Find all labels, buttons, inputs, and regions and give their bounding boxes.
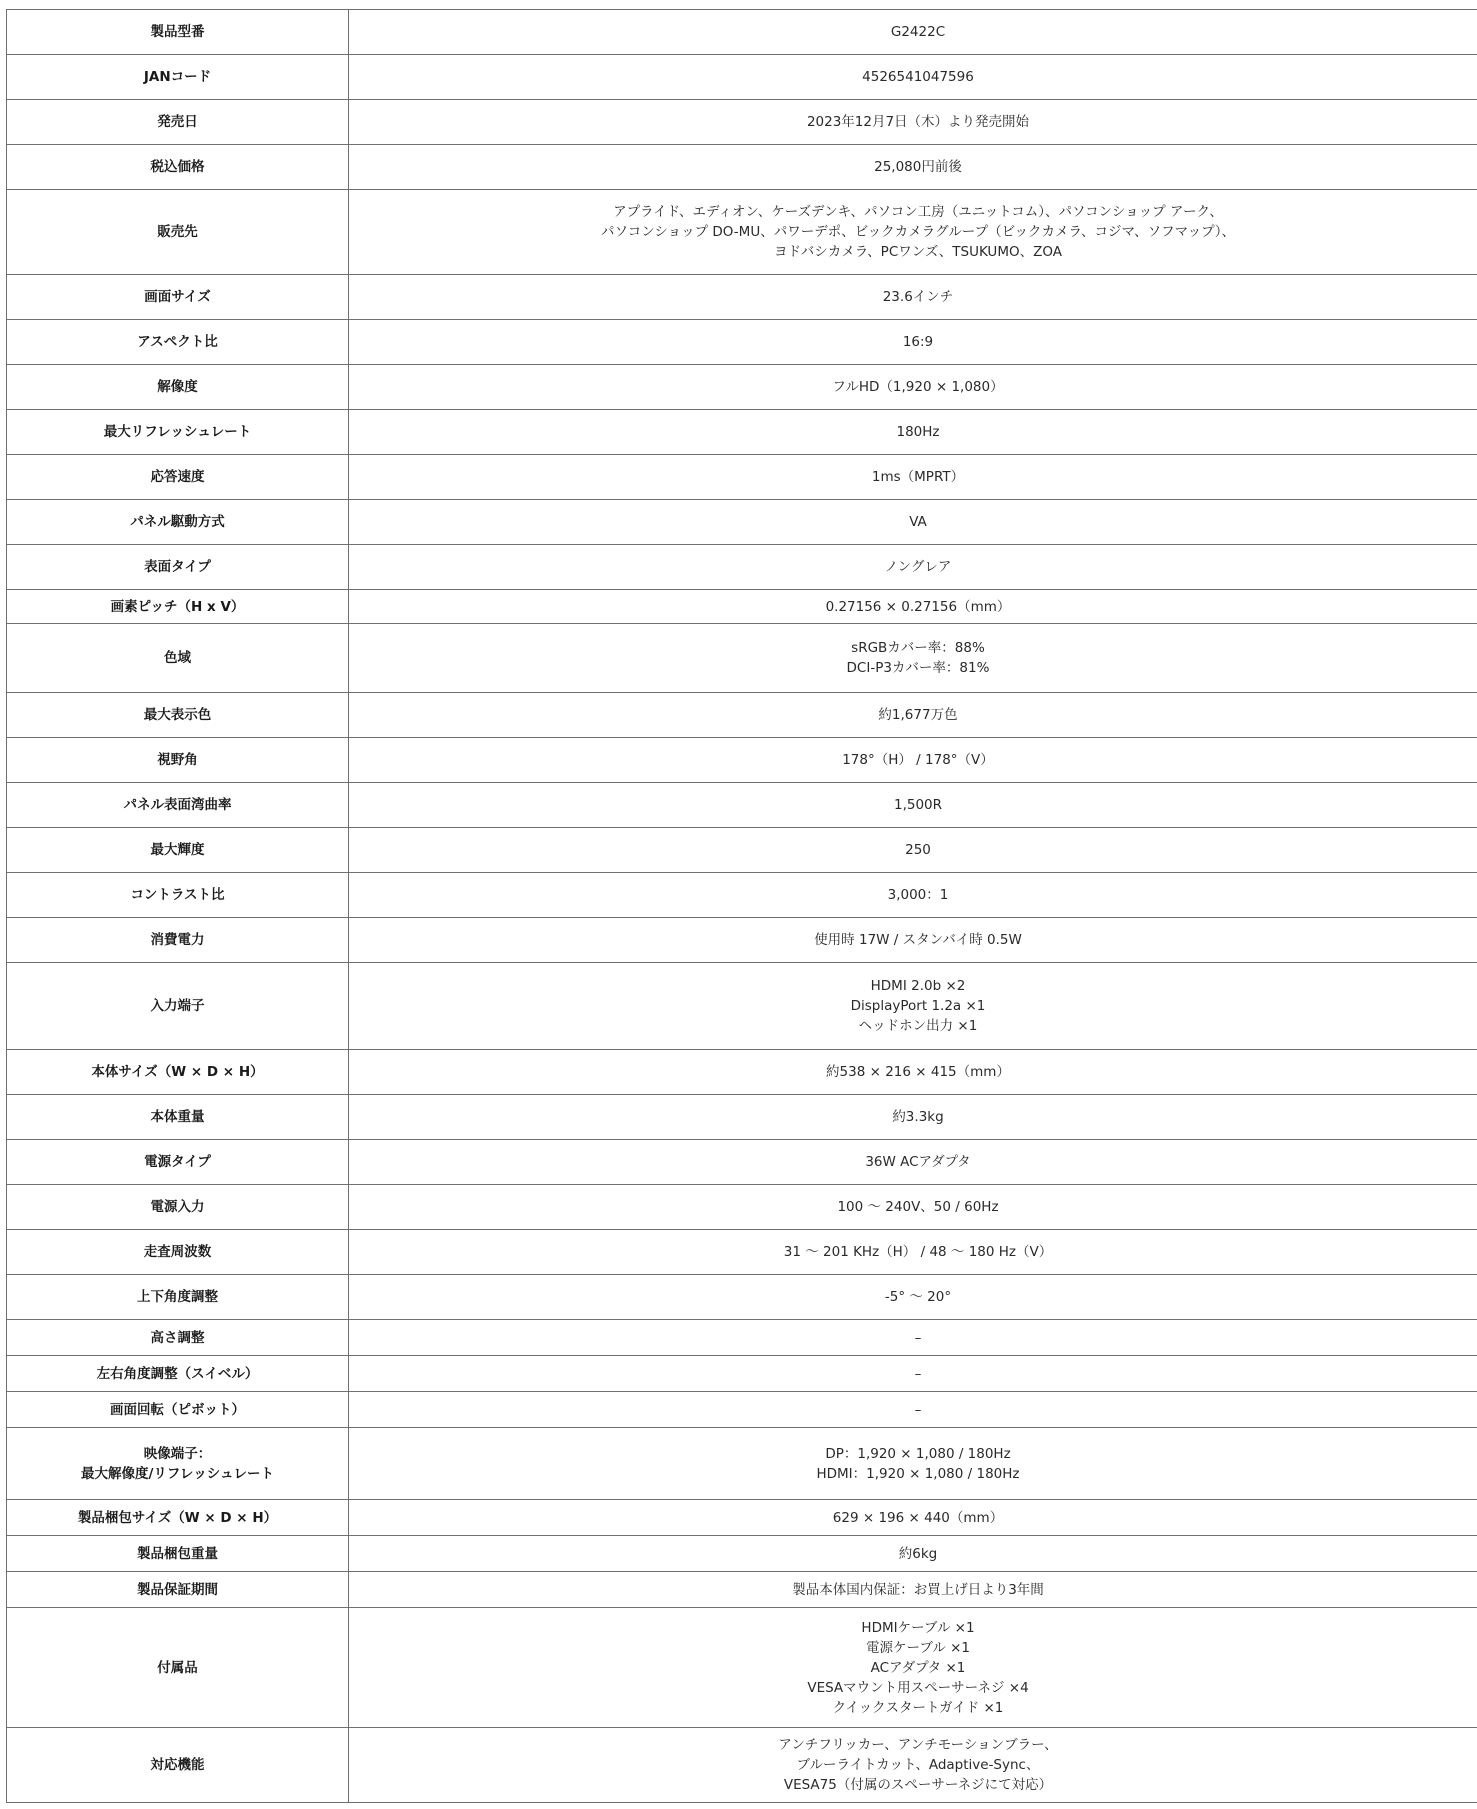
spec-row: [7, 963, 1477, 1050]
spec-value: 0.27156 × 0.27156（mm）: [349, 590, 1477, 624]
spec-label: 発売日: [7, 100, 349, 145]
spec-label: 製品梱包サイズ（W × D × H）: [7, 1500, 349, 1536]
spec-label: 上下角度調整: [7, 1275, 349, 1320]
spec-row: [7, 145, 1477, 190]
spec-value: –: [349, 1356, 1477, 1392]
spec-value: 約6kg: [349, 1536, 1477, 1572]
spec-row: [7, 1050, 1477, 1095]
spec-label: 色域: [7, 624, 349, 693]
spec-row: [7, 10, 1477, 55]
spec-value: HDMIケーブル ×1 電源ケーブル ×1 ACアダプタ ×1 VESAマウント用スペーサーネジ ×4 クイックスタートガイド ×1: [349, 1608, 1477, 1728]
spec-value: フルHD（1,920 × 1,080）: [349, 365, 1477, 410]
spec-value: –: [349, 1392, 1477, 1428]
spec-row: [7, 1392, 1477, 1428]
spec-value: sRGBカバー率：88% DCI-P3カバー率：81%: [349, 624, 1477, 693]
spec-row: [7, 500, 1477, 545]
spec-row: [7, 100, 1477, 145]
spec-value: 629 × 196 × 440（mm）: [349, 1500, 1477, 1536]
spec-value: –: [349, 1320, 1477, 1356]
spec-label: 最大リフレッシュレート: [7, 410, 349, 455]
spec-row: [7, 410, 1477, 455]
spec-value: 25,080円前後: [349, 145, 1477, 190]
spec-row: [7, 1356, 1477, 1392]
spec-row: [7, 1320, 1477, 1356]
spec-value: アプライド、エディオン、ケーズデンキ、パソコン工房（ユニットコム）、パソコンショップ アーク、 パソコンショップ DO-MU、パワーデポ、ビックカメラグループ（ビックカメラ、コジマ、ソフマップ）、 ヨドバシカメラ、PCワンズ、TSUKUMO、ZOA: [349, 190, 1477, 275]
spec-row: [7, 1095, 1477, 1140]
spec-table: [6, 9, 1477, 1803]
spec-row: [7, 873, 1477, 918]
spec-row: [7, 918, 1477, 963]
spec-table-body: [7, 10, 1477, 1803]
spec-label: コントラスト比: [7, 873, 349, 918]
spec-value: 100 ～ 240V、50 / 60Hz: [349, 1185, 1477, 1230]
spec-label: 最大表示色: [7, 693, 349, 738]
spec-value: G2422C: [349, 10, 1477, 55]
spec-value: 36W ACアダプタ: [349, 1140, 1477, 1185]
spec-value: 約1,677万色: [349, 693, 1477, 738]
spec-label: 表面タイプ: [7, 545, 349, 590]
spec-value: ノングレア: [349, 545, 1477, 590]
spec-label: 高さ調整: [7, 1320, 349, 1356]
spec-row: [7, 828, 1477, 873]
spec-label: パネル表面湾曲率: [7, 783, 349, 828]
spec-value: 4526541047596: [349, 55, 1477, 100]
spec-label: 走査周波数: [7, 1230, 349, 1275]
spec-row: [7, 1428, 1477, 1500]
spec-value: DP：1,920 × 1,080 / 180Hz HDMI：1,920 × 1,080 / 180Hz: [349, 1428, 1477, 1500]
spec-row: [7, 55, 1477, 100]
spec-row: [7, 1140, 1477, 1185]
spec-row: [7, 275, 1477, 320]
spec-value: 使用時 17W / スタンバイ時 0.5W: [349, 918, 1477, 963]
spec-row: [7, 1572, 1477, 1608]
spec-value: 1,500R: [349, 783, 1477, 828]
spec-value: 180Hz: [349, 410, 1477, 455]
spec-row: [7, 1500, 1477, 1536]
spec-row: [7, 1185, 1477, 1230]
spec-label: 画面サイズ: [7, 275, 349, 320]
spec-label: 左右角度調整（スイベル）: [7, 1356, 349, 1392]
spec-label: 販売先: [7, 190, 349, 275]
spec-value: 178°（H） / 178°（V）: [349, 738, 1477, 783]
spec-label: 対応機能: [7, 1728, 349, 1803]
spec-row: [7, 1608, 1477, 1728]
spec-value: -5° ～ 20°: [349, 1275, 1477, 1320]
spec-label: 製品型番: [7, 10, 349, 55]
spec-label: 消費電力: [7, 918, 349, 963]
spec-label: 映像端子： 最大解像度/リフレッシュレート: [7, 1428, 349, 1500]
spec-label: 最大輝度: [7, 828, 349, 873]
spec-row: [7, 545, 1477, 590]
spec-value: アンチフリッカー、アンチモーションブラー、 ブルーライトカット、Adaptive-Sync、 VESA75（付属のスペーサーネジにて対応）: [349, 1728, 1477, 1803]
spec-value: 2023年12月7日（木）より発売開始: [349, 100, 1477, 145]
spec-row: [7, 624, 1477, 693]
spec-label: 電源入力: [7, 1185, 349, 1230]
spec-value: VA: [349, 500, 1477, 545]
spec-value: 250: [349, 828, 1477, 873]
spec-label: 入力端子: [7, 963, 349, 1050]
spec-label: アスペクト比: [7, 320, 349, 365]
spec-value: 23.6インチ: [349, 275, 1477, 320]
spec-row: [7, 1230, 1477, 1275]
spec-row: [7, 693, 1477, 738]
spec-value: 3,000：1: [349, 873, 1477, 918]
spec-row: [7, 738, 1477, 783]
spec-row: [7, 1536, 1477, 1572]
spec-label: 視野角: [7, 738, 349, 783]
spec-label: 製品保証期間: [7, 1572, 349, 1608]
spec-value: 16:9: [349, 320, 1477, 365]
spec-label: 画素ピッチ（H x V）: [7, 590, 349, 624]
spec-row: [7, 320, 1477, 365]
spec-label: 画面回転（ピボット）: [7, 1392, 349, 1428]
spec-value: 1ms（MPRT）: [349, 455, 1477, 500]
spec-label: 解像度: [7, 365, 349, 410]
spec-row: [7, 365, 1477, 410]
spec-value: HDMI 2.0b ×2 DisplayPort 1.2a ×1 ヘッドホン出力 ×1: [349, 963, 1477, 1050]
spec-label: 製品梱包重量: [7, 1536, 349, 1572]
spec-label: 本体サイズ（W × D × H）: [7, 1050, 349, 1095]
spec-row: [7, 1275, 1477, 1320]
spec-row: [7, 590, 1477, 624]
spec-row: [7, 783, 1477, 828]
spec-value: 約3.3kg: [349, 1095, 1477, 1140]
spec-row: [7, 1728, 1477, 1803]
spec-label: 電源タイプ: [7, 1140, 349, 1185]
spec-value: 31 ～ 201 KHz（H） / 48 ～ 180 Hz（V）: [349, 1230, 1477, 1275]
spec-label: 応答速度: [7, 455, 349, 500]
spec-label: JANコード: [7, 55, 349, 100]
spec-value: 約538 × 216 × 415（mm）: [349, 1050, 1477, 1095]
spec-row: [7, 190, 1477, 275]
spec-label: 税込価格: [7, 145, 349, 190]
spec-label: 本体重量: [7, 1095, 349, 1140]
spec-row: [7, 455, 1477, 500]
spec-label: 付属品: [7, 1608, 349, 1728]
spec-label: パネル駆動方式: [7, 500, 349, 545]
spec-value: 製品本体国内保証：お買上げ日より3年間: [349, 1572, 1477, 1608]
